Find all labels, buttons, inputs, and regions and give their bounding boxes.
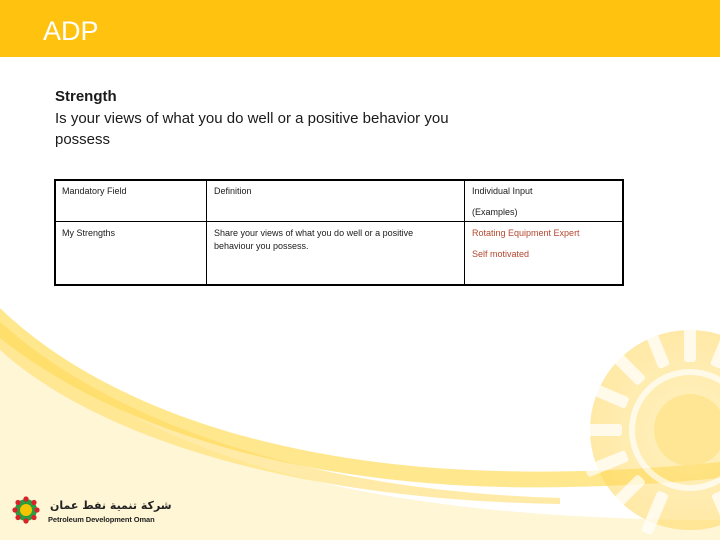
example-item: Rotating Equipment Expert — [472, 228, 580, 238]
row-definition-line-2: behaviour you possess. — [214, 241, 309, 251]
heading-line-1: Is your views of what you do well or a positive behavior you — [55, 109, 449, 127]
header-mandatory-field: Mandatory Field — [62, 186, 127, 196]
logo-arabic-name: شركة تنمية نفط عمان — [50, 499, 172, 512]
row-definition-line-1: Share your views of what you do well or a positive — [214, 228, 414, 238]
heading-block — [55, 86, 525, 151]
column-divider — [206, 181, 207, 284]
example-item: Self motivated — [472, 249, 530, 259]
heading-line-2: possess — [55, 131, 111, 148]
row-field-name: My Strengths — [62, 228, 116, 238]
header-definition: Definition — [214, 186, 252, 196]
sun-emblem — [578, 318, 720, 535]
pdo-sun-icon — [12, 496, 39, 523]
header-examples-note: (Examples) — [472, 207, 518, 217]
page-title: ADP — [43, 16, 99, 46]
heading-title: Strength — [55, 88, 117, 105]
header-individual-input: Individual Input — [472, 186, 533, 196]
logo-english-name: Petroleum Development Oman — [48, 515, 155, 524]
header-bar — [0, 0, 720, 57]
strength-table — [54, 179, 624, 286]
row-divider — [56, 221, 622, 222]
column-divider — [464, 181, 465, 284]
